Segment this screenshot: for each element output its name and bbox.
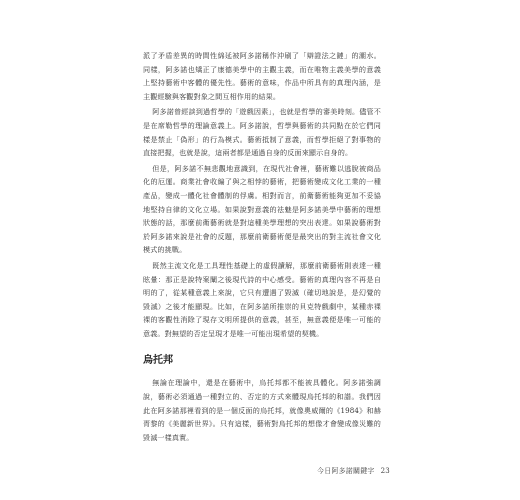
page-number: 23: [380, 467, 390, 475]
body-paragraph-4: 既然主流文化是工具理性基礎上的虛假讀解，那麼前衛藝術則表達一種眩暈：那正是說特案闡之後現代詩的中心感受。藝術的真理內容不再是自明的了，從某種意義上來說，它只有遭遇了毀滅（確切地說是，是幻覺的毀滅）之後才能顯現。比如，在阿多諾所推崇的貝克特戲劇中，某種赤裸裸的客觀性消除了現存文明所提供的意義，甚至，無意義便是唯一可能的意義。對無望的否定呈現才是唯一可能出現希望的契機。: [143, 260, 381, 338]
page-body: [143, 49, 381, 444]
running-title: 今日阿多諾關鍵字: [317, 467, 375, 475]
page-footer: [317, 466, 390, 476]
body-paragraph-2: 阿多諾曾經談到過哲學的「遊戲因素」，也就是哲學的審美時刻。儘管不是在席勒哲學的理論意義上。阿多諾說，哲學與藝術的共同點在於它們同樣是禁止「偽形」的行為模式。藝術抵制了意義，而哲學拒絕了對事物的直接把握，也就是說，這兩者都是通過自身的反面來顯示自身的。: [143, 107, 381, 158]
body-paragraph-3: 但是，阿多諾不無悲觀地意識到，在現代社會裡，藝術難以逃脫被商品化的厄運。商業社會收編了與之相悖的藝術，把藝術變成文化工業的一種產品，變成一體化社會體制的俘虜。相對而言，前衛藝術能夠更加不妥協地堅持自律的文化立場。如果說對意義的祛魅是阿多諾美學中藝術的理想狀態的話，那麼前衛藝術就是對這種美學理想的突出表達。如果說藝術對於阿多諾來說是社會的反題，那麼前衛藝術便是最突出的對主流社會文化模式的挑戰。: [143, 163, 381, 255]
section-heading: 烏托邦: [143, 355, 173, 367]
section-paragraph: 無論在理論中，還是在藝術中，烏托邦都不能被具體化。阿多諾強調說，藝術必須通過一種對立的、否定的方式來體現烏托邦的和諧。我們因此在阿多諾那裡看到的是一個反面的烏托邦，就像奧威爾的《1984》和赫胥黎的《美麗新世界》。只有這樣，藝術對烏托邦的想像才會變成像災難的毀滅一樣真實。: [143, 378, 381, 442]
body-paragraph-1: 派了矛盾差異的時間性綿延被阿多諾稱作沖刷了「辯證法之鏈」的潮水。同樣，阿多諾也矯正了康德美學中的主觀主義，而在唯物主義美學的意義上堅持藝術中客體的優先性。藝術的意味，作品中所具有的真理內涵，是主觀經驗與客觀對象之間互相作用的結果。: [143, 51, 381, 101]
